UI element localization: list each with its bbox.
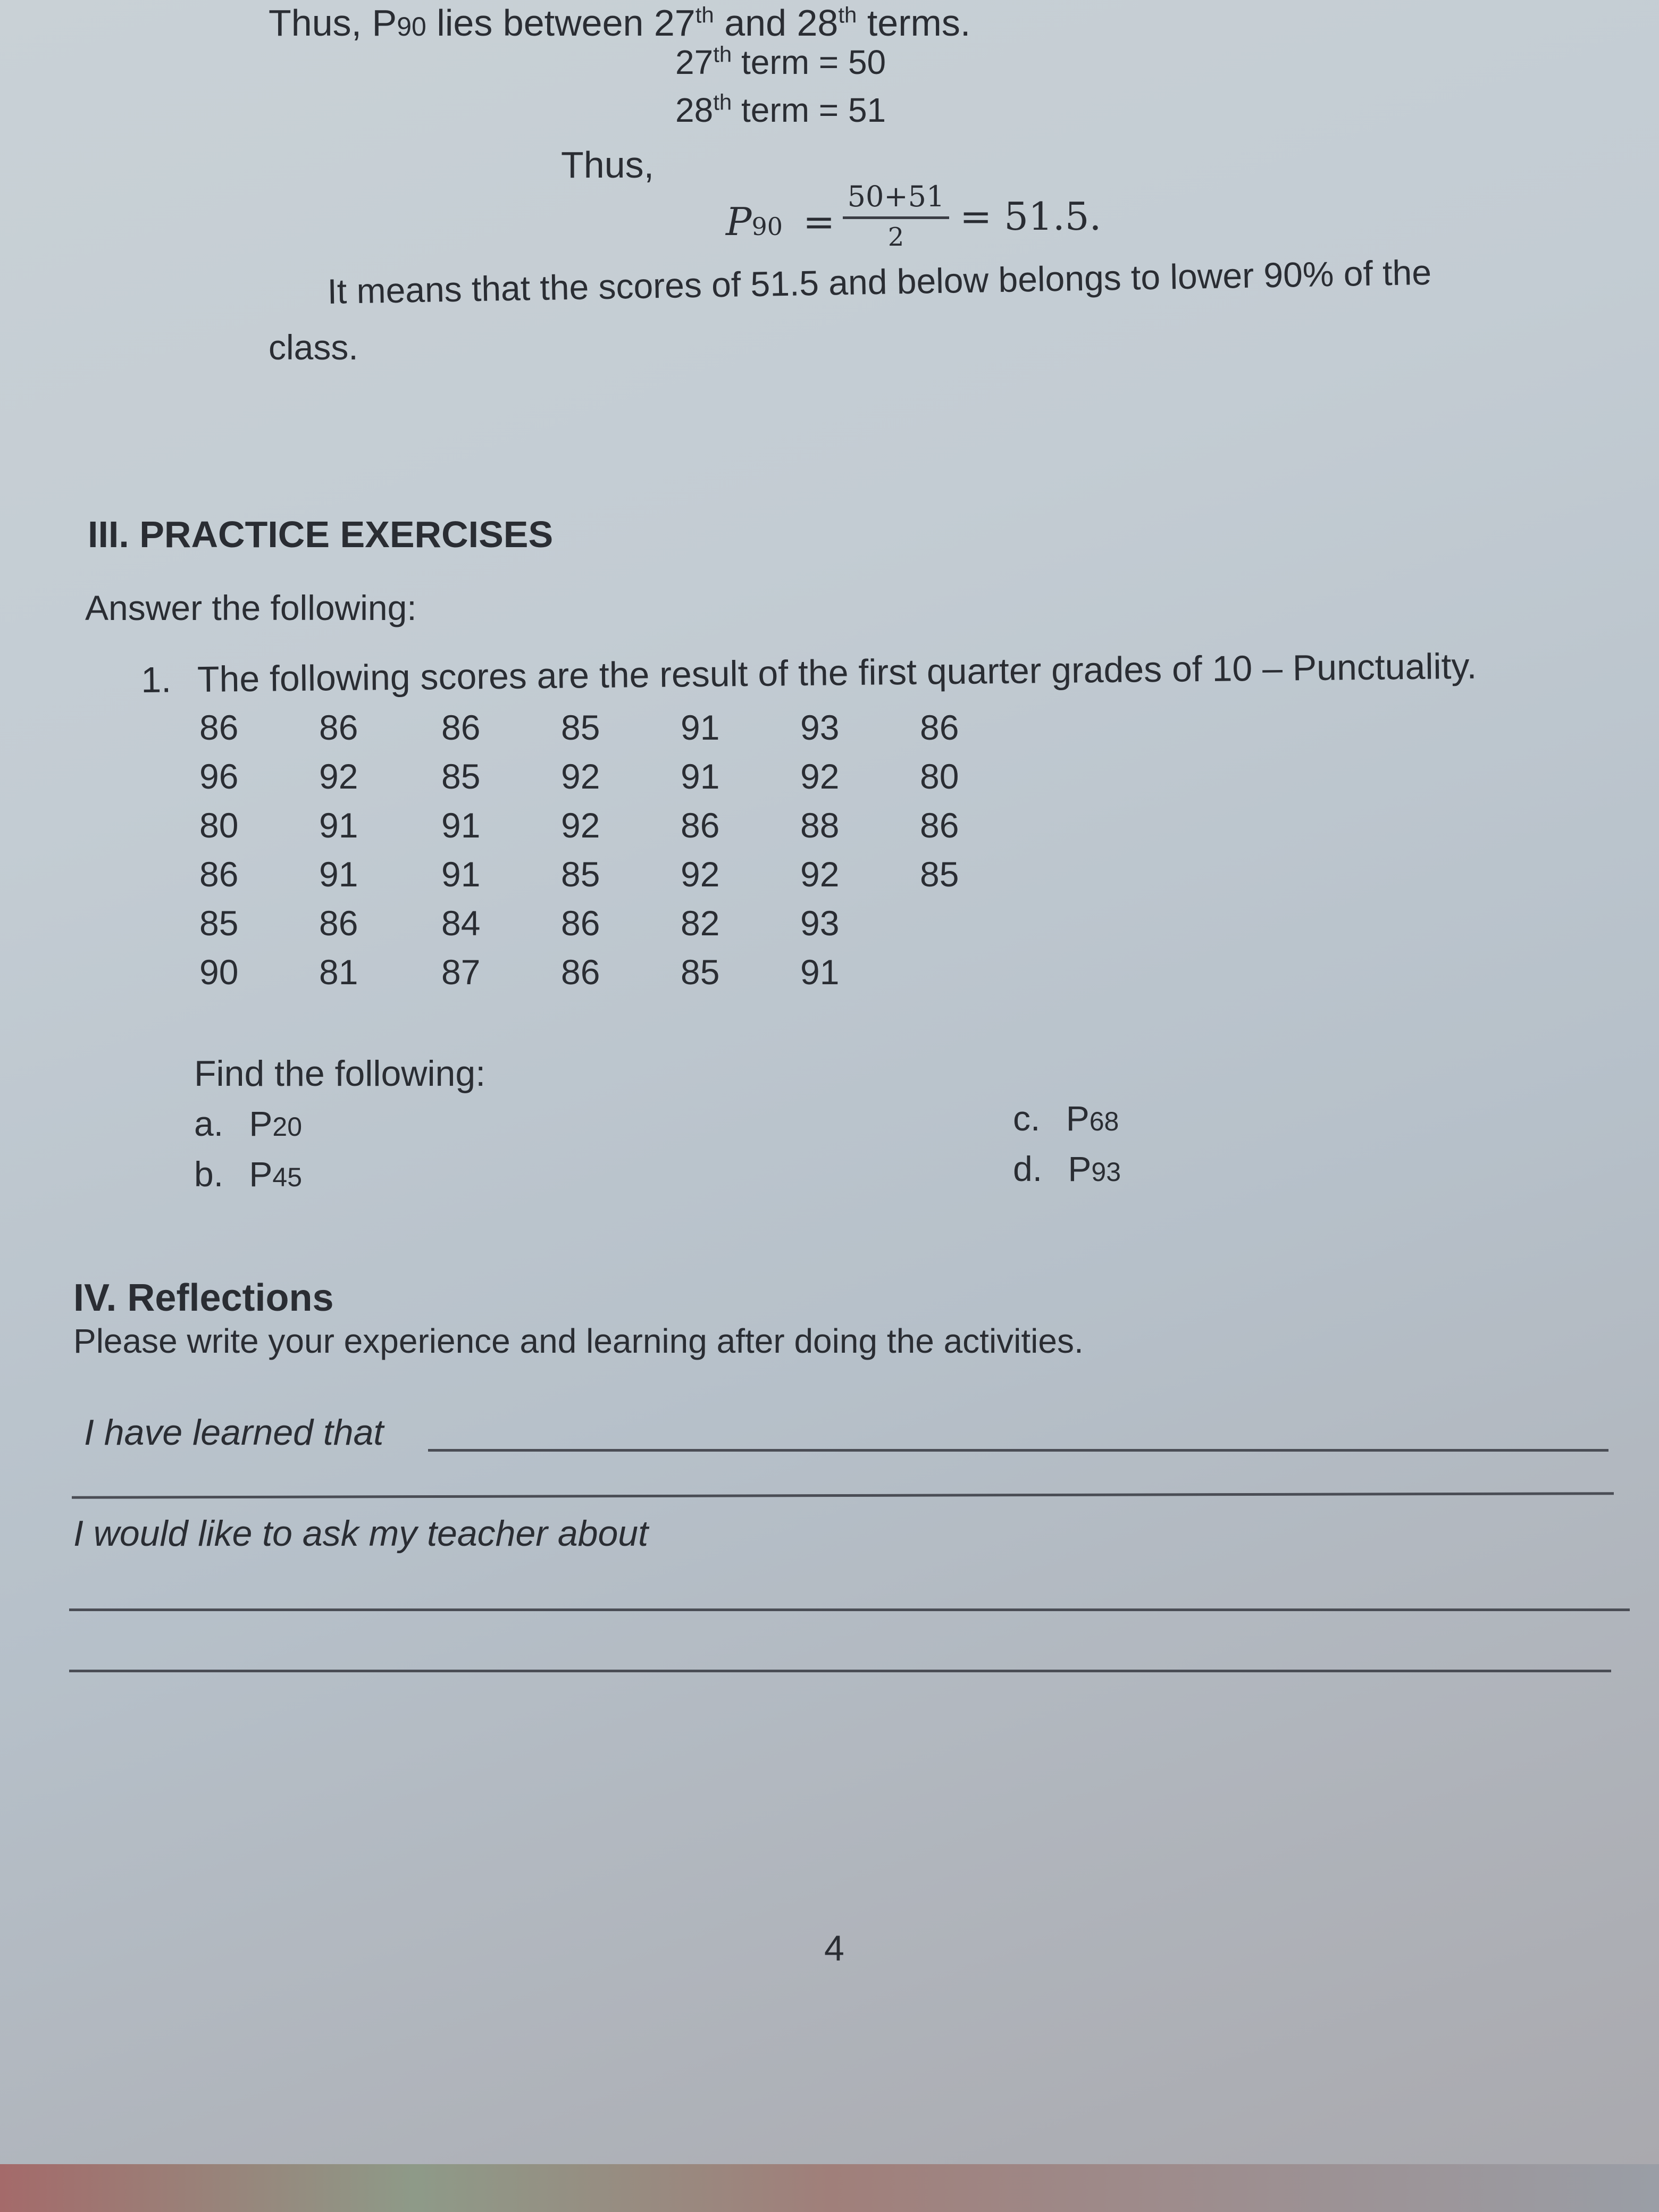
learned-answer-line[interactable] [428, 1449, 1608, 1452]
score-cell: 86 [199, 708, 239, 747]
find-item-d: d. P93 [1013, 1149, 1121, 1188]
score-cell: 92 [561, 757, 600, 796]
find-item-a: a. P20 [194, 1104, 303, 1143]
score-cell: 93 [800, 708, 840, 747]
score-cell: 91 [319, 854, 358, 894]
score-cell: 91 [441, 806, 481, 845]
learned-answer-line-2[interactable] [72, 1492, 1614, 1499]
find-item-b: b. P45 [194, 1154, 303, 1194]
score-cell: 82 [681, 903, 720, 943]
score-cell: 86 [681, 806, 720, 845]
ask-prompt: I would like to ask my teacher about [73, 1513, 648, 1554]
equals-sign: = [803, 199, 835, 244]
practice-instruction: Answer the following: [85, 588, 417, 627]
meaning-text-continued: class. [269, 328, 358, 367]
score-cell: 86 [920, 806, 959, 845]
find-item-c: c. P68 [1013, 1099, 1119, 1138]
reflections-heading: IV. Reflections [73, 1277, 334, 1319]
score-cell: 91 [681, 708, 720, 747]
item-text: The following scores are the result of the first quarter grades of 10 – Punctuality. [197, 646, 1477, 700]
score-cell: 85 [199, 903, 239, 943]
score-cell: 81 [319, 952, 358, 992]
term-28-line: 28th term = 51 [675, 89, 886, 129]
learned-prompt: I have learned that [84, 1412, 384, 1453]
score-cell: 85 [561, 708, 600, 747]
score-cell: 86 [561, 952, 600, 992]
result-value: = 51.5. [960, 194, 1102, 239]
ask-answer-line-2[interactable] [69, 1670, 1611, 1672]
score-cell: 85 [441, 757, 481, 796]
page-number: 4 [824, 1928, 844, 1968]
exercise-item-1 [141, 648, 1477, 698]
ask-answer-line[interactable] [69, 1608, 1630, 1611]
score-cell: 93 [800, 903, 840, 943]
score-cell: 86 [319, 708, 358, 747]
score-cell: 92 [800, 757, 840, 796]
score-cell: 92 [561, 806, 600, 845]
thus-label: Thus, [561, 144, 655, 186]
item-number: 1. [140, 659, 172, 700]
fraction [843, 180, 949, 252]
term-27-line: 27th term = 50 [675, 41, 886, 81]
score-cell: 80 [920, 757, 959, 796]
score-cell: 85 [681, 952, 720, 992]
score-cell: 91 [319, 806, 358, 845]
score-cell: 86 [319, 903, 358, 943]
score-cell: 92 [800, 854, 840, 894]
solution-line-1: Thus, P90 lies between 27th and 28th terms. [269, 2, 971, 44]
score-cell: 87 [441, 952, 481, 992]
score-cell: 85 [920, 854, 959, 894]
fraction-bar [843, 216, 949, 219]
meaning-text: It means that the scores of 51.5 and below belongs to lower 90% of the [326, 252, 1432, 311]
score-cell: 90 [199, 952, 239, 992]
reflections-instruction: Please write your experience and learning after doing the activities. [73, 1322, 1084, 1360]
score-cell: 86 [199, 854, 239, 894]
fraction-denominator: 2 [887, 222, 904, 252]
score-cell: 92 [319, 757, 358, 796]
find-instruction: Find the following: [194, 1053, 486, 1094]
score-cell: 86 [920, 708, 959, 747]
score-cell: 91 [441, 854, 481, 894]
score-cell: 88 [800, 806, 840, 845]
table-surface [0, 2164, 1659, 2212]
score-cell: 86 [561, 903, 600, 943]
score-cell: 84 [441, 903, 481, 943]
fraction-numerator: 50+51 [847, 180, 945, 213]
score-cell: 92 [681, 854, 720, 894]
score-cell: 85 [561, 854, 600, 894]
score-cell: 80 [199, 806, 239, 845]
score-cell: 91 [800, 952, 840, 992]
p90-symbol: P90 [726, 199, 783, 244]
score-cell: 96 [199, 757, 239, 796]
practice-heading: III. PRACTICE EXERCISES [88, 514, 554, 555]
score-cell: 86 [441, 708, 481, 747]
score-cell: 91 [681, 757, 720, 796]
